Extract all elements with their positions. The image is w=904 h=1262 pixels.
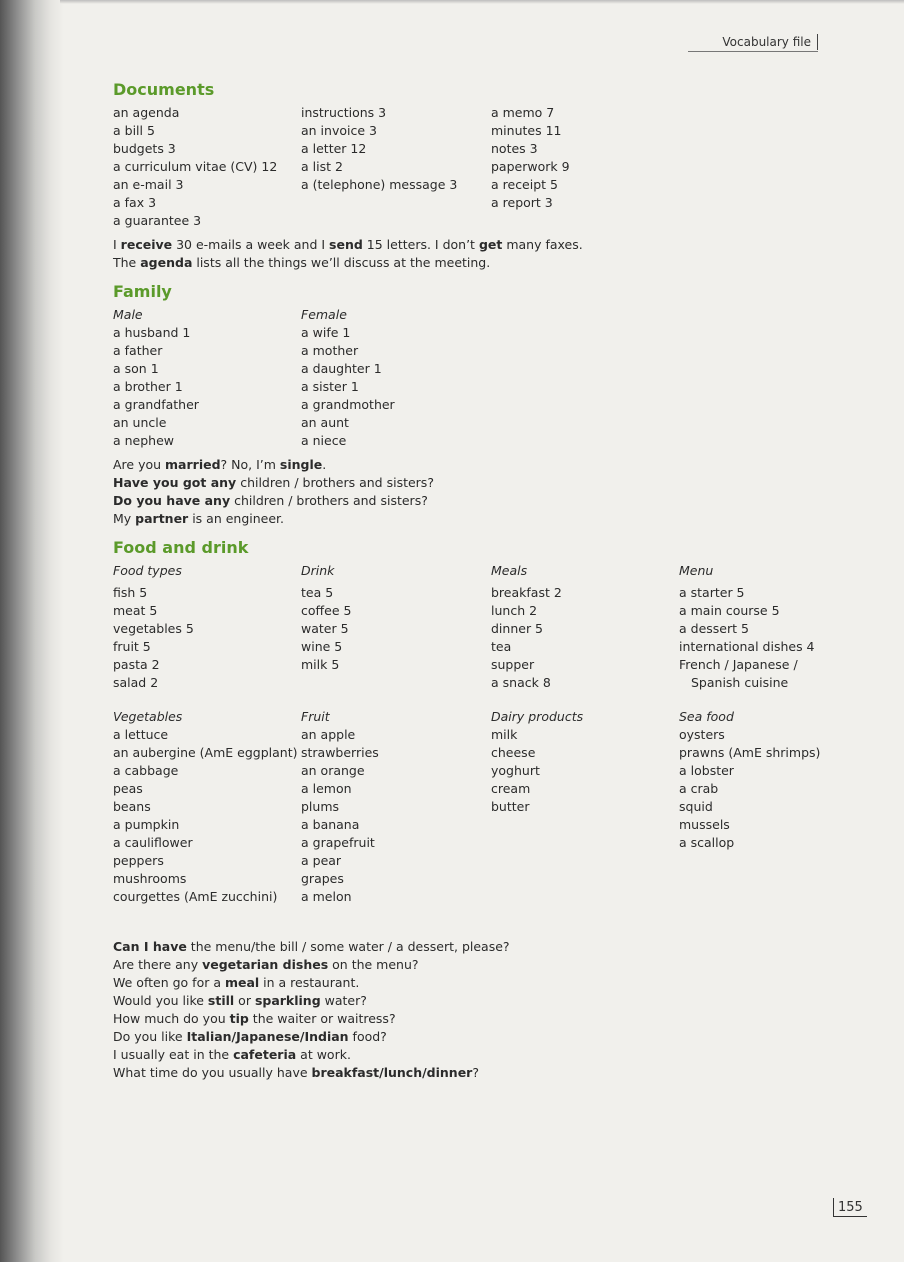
list-item: salad 2 xyxy=(113,675,159,690)
list-item: an e-mail 3 xyxy=(113,177,184,192)
list-item: a niece xyxy=(301,433,347,448)
example-sentence: We often go for a meal in a restaurant. xyxy=(113,975,360,990)
list-item: a cauliflower xyxy=(113,835,193,850)
list-item: a son 1 xyxy=(113,361,159,376)
list-item: a (telephone) message 3 xyxy=(301,177,458,192)
list-item: pasta 2 xyxy=(113,657,160,672)
list-item: fish 5 xyxy=(113,585,148,600)
documents-columns xyxy=(113,104,853,230)
example-sentence: Are you married? No, I’m single. xyxy=(113,457,327,472)
example-sentence: Do you like Italian/Japanese/Indian food? xyxy=(113,1029,387,1044)
documents-column-3 xyxy=(491,104,679,230)
list-item: mushrooms xyxy=(113,871,187,886)
list-item: a melon xyxy=(301,889,352,904)
list-item: a crab xyxy=(679,781,719,796)
family-examples xyxy=(113,456,853,528)
list-item: a lettuce xyxy=(113,727,169,742)
list-item: coffee 5 xyxy=(301,603,352,618)
list-item: water 5 xyxy=(301,621,349,636)
list-item: a pear xyxy=(301,853,342,868)
family-male-column xyxy=(113,306,301,450)
list-item: a grapefruit xyxy=(301,835,375,850)
list-item: peppers xyxy=(113,853,164,868)
list-item: milk xyxy=(491,727,518,742)
list-item: a guarantee 3 xyxy=(113,213,202,228)
list-item: supper xyxy=(491,657,535,672)
list-item: a brother 1 xyxy=(113,379,183,394)
example-sentence: Do you have any children / brothers and sisters? xyxy=(113,493,428,508)
list-item: minutes 11 xyxy=(491,123,562,138)
column-heading: Fruit xyxy=(301,709,330,724)
list-item: paperwork 9 xyxy=(491,159,570,174)
example-sentence: How much do you tip the waiter or waitress? xyxy=(113,1011,396,1026)
vegetables-column xyxy=(113,708,301,906)
list-item: notes 3 xyxy=(491,141,538,156)
list-item: an orange xyxy=(301,763,365,778)
column-heading: Vegetables xyxy=(113,709,183,724)
column-heading: Menu xyxy=(679,563,714,578)
list-item: a lobster xyxy=(679,763,734,778)
list-item: a grandmother xyxy=(301,397,395,412)
example-sentence: My partner is an engineer. xyxy=(113,511,285,526)
list-item: grapes xyxy=(301,871,344,886)
example-sentence: I usually eat in the cafeteria at work. xyxy=(113,1047,351,1062)
seafood-column xyxy=(679,708,853,906)
food-examples xyxy=(113,938,853,1082)
list-item: a mother xyxy=(301,343,359,358)
list-item: cream xyxy=(491,781,531,796)
list-item: wine 5 xyxy=(301,639,343,654)
list-item: yoghurt xyxy=(491,763,540,778)
list-item: a grandfather xyxy=(113,397,199,412)
food-columns-bottom xyxy=(113,708,853,906)
example-sentence: Have you got any children / brothers and sisters? xyxy=(113,475,434,490)
list-item: mussels xyxy=(679,817,730,832)
food-columns-top xyxy=(113,562,853,692)
running-header: Vocabulary file xyxy=(722,34,818,50)
list-item: a sister 1 xyxy=(301,379,359,394)
list-item: strawberries xyxy=(301,745,379,760)
list-item: a lemon xyxy=(301,781,352,796)
list-item: tea xyxy=(491,639,512,654)
list-item: fruit 5 xyxy=(113,639,151,654)
list-item: an aunt xyxy=(301,415,349,430)
list-item: a father xyxy=(113,343,163,358)
example-sentence: What time do you usually have breakfast/lunch/dinner? xyxy=(113,1065,479,1080)
list-item: a bill 5 xyxy=(113,123,155,138)
list-item: an aubergine (AmE eggplant) xyxy=(113,745,298,760)
column-heading: Meals xyxy=(491,563,528,578)
list-item: a daughter 1 xyxy=(301,361,382,376)
meals-column xyxy=(491,562,679,692)
documents-column-2 xyxy=(301,104,491,230)
list-item: a fax 3 xyxy=(113,195,157,210)
family-section xyxy=(113,282,853,528)
list-item: an invoice 3 xyxy=(301,123,377,138)
list-item: a receipt 5 xyxy=(491,177,558,192)
list-item: beans xyxy=(113,799,151,814)
header-rule xyxy=(688,51,818,52)
column-heading: Dairy products xyxy=(491,709,584,724)
list-item: a nephew xyxy=(113,433,175,448)
list-item: a curriculum vitae (CV) 12 xyxy=(113,159,278,174)
list-item: a wife 1 xyxy=(301,325,351,340)
family-female-column xyxy=(301,306,491,450)
list-item: a list 2 xyxy=(301,159,343,174)
list-item: breakfast 2 xyxy=(491,585,562,600)
column-heading: Female xyxy=(301,307,347,322)
example-sentence: I receive 30 e-mails a week and I send 15 letters. I don’t get many faxes. xyxy=(113,237,583,252)
list-item: a dessert 5 xyxy=(679,621,749,636)
page-content xyxy=(113,80,853,1082)
list-item: a scallop xyxy=(679,835,735,850)
example-sentence: Are there any vegetarian dishes on the menu? xyxy=(113,957,419,972)
drink-column xyxy=(301,562,491,692)
list-item: prawns (AmE shrimps) xyxy=(679,745,821,760)
list-item: plums xyxy=(301,799,340,814)
list-item: vegetables 5 xyxy=(113,621,194,636)
food-section xyxy=(113,538,853,1082)
column-heading: Male xyxy=(113,307,143,322)
example-sentence: Can I have the menu/the bill / some water / a dessert, please? xyxy=(113,939,510,954)
list-item: cheese xyxy=(491,745,536,760)
food-types-column xyxy=(113,562,301,692)
list-item: courgettes (AmE zucchini) xyxy=(113,889,278,904)
list-item: butter xyxy=(491,799,530,814)
list-item: dinner 5 xyxy=(491,621,544,636)
documents-section xyxy=(113,80,853,272)
food-title: Food and drink xyxy=(113,538,249,557)
documents-column-1 xyxy=(113,104,301,230)
dairy-column xyxy=(491,708,679,906)
list-item: a pumpkin xyxy=(113,817,180,832)
column-heading: Sea food xyxy=(679,709,734,724)
menu-column xyxy=(679,562,853,692)
family-title: Family xyxy=(113,282,172,301)
page-number: 155 xyxy=(833,1198,867,1217)
list-item: meat 5 xyxy=(113,603,158,618)
list-item: milk 5 xyxy=(301,657,340,672)
column-heading: Drink xyxy=(301,563,335,578)
list-item: lunch 2 xyxy=(491,603,538,618)
documents-title: Documents xyxy=(113,80,215,99)
list-item: a report 3 xyxy=(491,195,553,210)
list-item: a main course 5 xyxy=(679,603,780,618)
fruit-column xyxy=(301,708,491,906)
list-item: a letter 12 xyxy=(301,141,367,156)
list-item: an apple xyxy=(301,727,356,742)
list-item: international dishes 4 xyxy=(679,639,815,654)
list-item: a snack 8 xyxy=(491,675,551,690)
list-item: an agenda xyxy=(113,105,180,120)
list-item: Spanish cuisine xyxy=(691,675,789,690)
documents-examples xyxy=(113,236,853,272)
list-item: oysters xyxy=(679,727,725,742)
list-item: a starter 5 xyxy=(679,585,745,600)
family-columns xyxy=(113,306,853,450)
list-item: instructions 3 xyxy=(301,105,387,120)
list-item: a husband 1 xyxy=(113,325,191,340)
book-spine-shadow xyxy=(0,0,64,1262)
list-item: tea 5 xyxy=(301,585,334,600)
column-heading: Food types xyxy=(113,563,182,578)
list-item: a memo 7 xyxy=(491,105,555,120)
list-item: budgets 3 xyxy=(113,141,176,156)
list-item: a banana xyxy=(301,817,360,832)
list-item: peas xyxy=(113,781,143,796)
example-sentence: Would you like still or sparkling water? xyxy=(113,993,367,1008)
page-top-edge xyxy=(60,0,904,4)
list-item: an uncle xyxy=(113,415,167,430)
example-sentence: The agenda lists all the things we’ll discuss at the meeting. xyxy=(113,255,491,270)
list-item: a cabbage xyxy=(113,763,179,778)
list-item: squid xyxy=(679,799,713,814)
list-item: French / Japanese / xyxy=(679,657,798,672)
